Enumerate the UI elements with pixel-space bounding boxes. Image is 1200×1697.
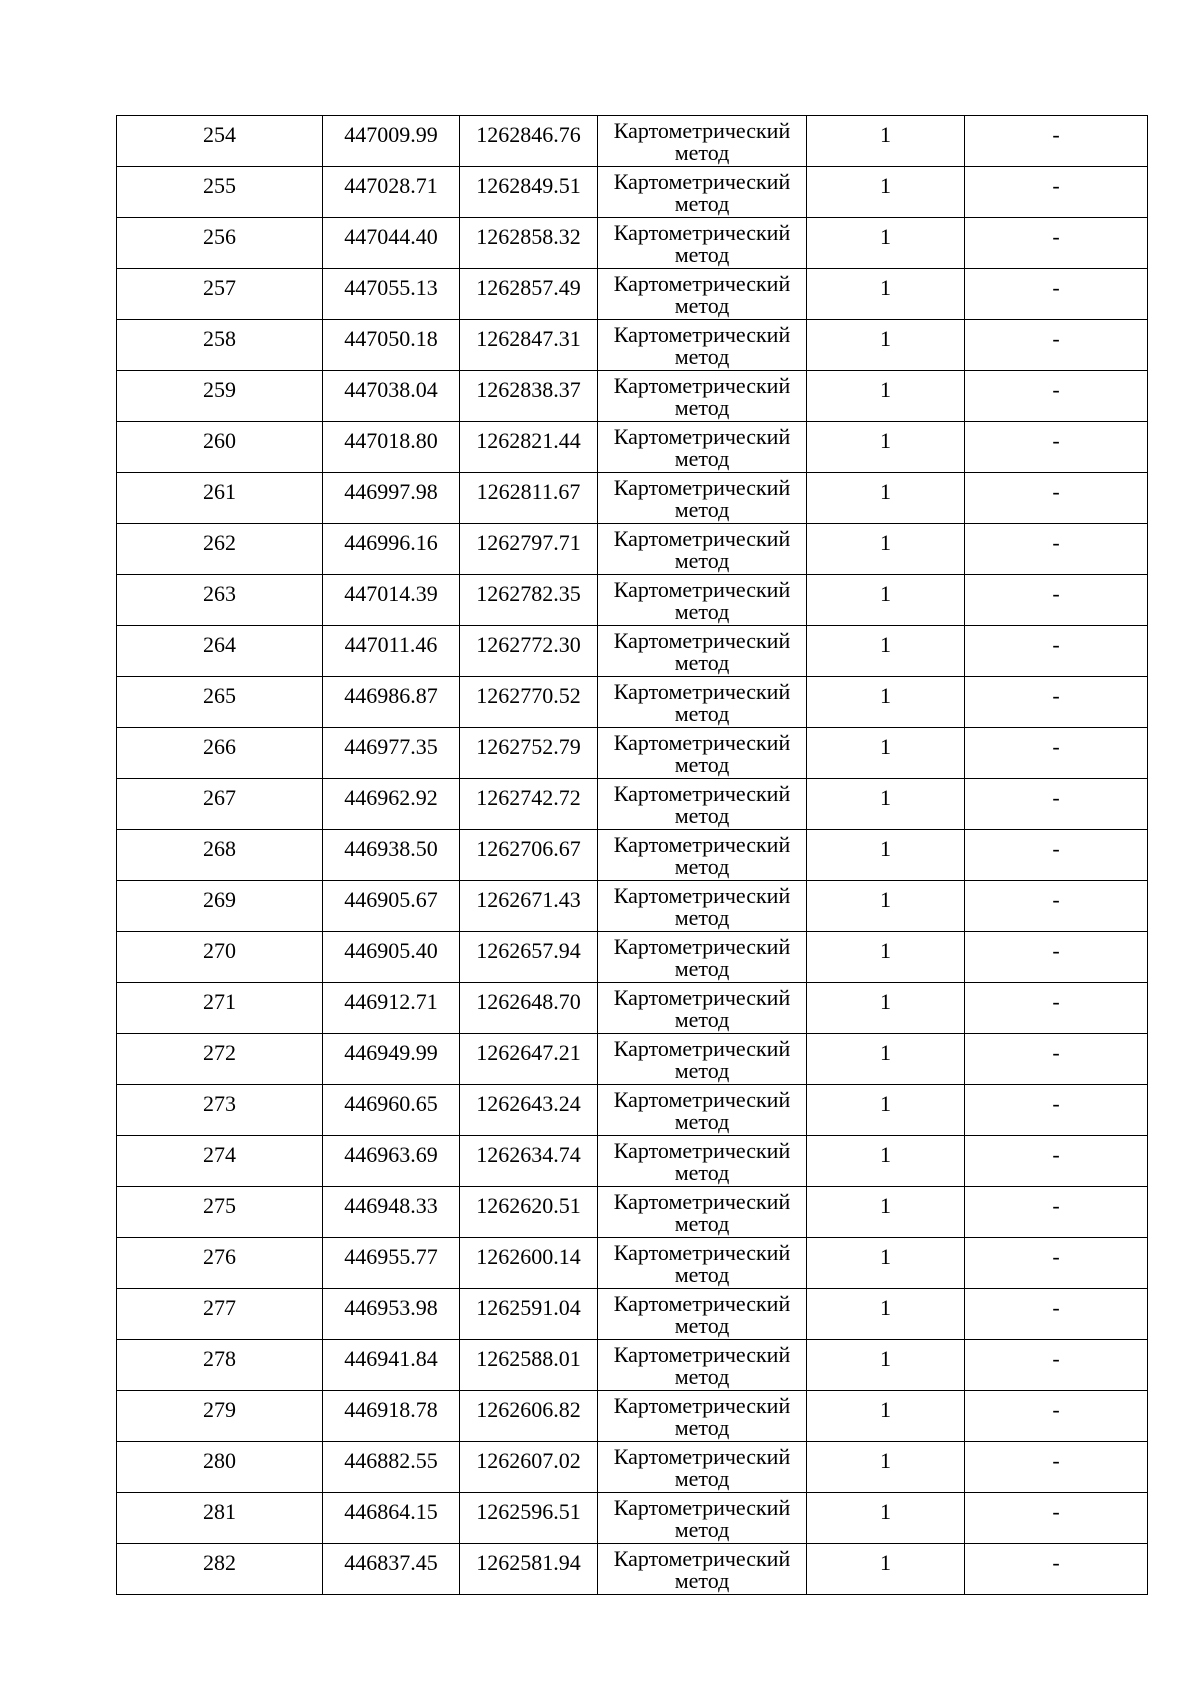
table-row — [117, 1085, 1148, 1136]
description-cell: - — [965, 1289, 1148, 1340]
accuracy-cell: 1 — [807, 1085, 965, 1136]
y-coordinate-cell: 1262620.51 — [460, 1187, 598, 1238]
accuracy-cell: 1 — [807, 269, 965, 320]
method-text: Картометрический метод — [613, 273, 791, 318]
method-cell — [598, 218, 807, 269]
accuracy-cell: 1 — [807, 116, 965, 167]
table-row — [117, 575, 1148, 626]
method-text: Картометрический метод — [613, 375, 791, 420]
y-coordinate-cell: 1262607.02 — [460, 1442, 598, 1493]
method-cell — [598, 1493, 807, 1544]
description-cell: - — [965, 983, 1148, 1034]
description-cell: - — [965, 830, 1148, 881]
table-row — [117, 116, 1148, 167]
method-cell — [598, 167, 807, 218]
accuracy-cell: 1 — [807, 1238, 965, 1289]
accuracy-cell: 1 — [807, 932, 965, 983]
method-text: Картометрический метод — [613, 426, 791, 471]
table-row — [117, 1340, 1148, 1391]
method-cell — [598, 1544, 807, 1595]
description-cell: - — [965, 1493, 1148, 1544]
table-row — [117, 320, 1148, 371]
description-cell: - — [965, 269, 1148, 320]
method-text: Картометрический метод — [613, 579, 791, 624]
table-row — [117, 728, 1148, 779]
point-number-cell: 275 — [117, 1187, 323, 1238]
method-cell — [598, 932, 807, 983]
description-cell: - — [965, 932, 1148, 983]
point-number-cell: 271 — [117, 983, 323, 1034]
x-coordinate-cell: 447044.40 — [323, 218, 460, 269]
accuracy-cell: 1 — [807, 1493, 965, 1544]
x-coordinate-cell: 446941.84 — [323, 1340, 460, 1391]
accuracy-cell: 1 — [807, 320, 965, 371]
y-coordinate-cell: 1262770.52 — [460, 677, 598, 728]
method-text: Картометрический метод — [613, 1497, 791, 1542]
accuracy-cell: 1 — [807, 830, 965, 881]
accuracy-cell: 1 — [807, 1136, 965, 1187]
description-cell: - — [965, 1340, 1148, 1391]
y-coordinate-cell: 1262797.71 — [460, 524, 598, 575]
point-number-cell: 274 — [117, 1136, 323, 1187]
y-coordinate-cell: 1262782.35 — [460, 575, 598, 626]
accuracy-cell: 1 — [807, 626, 965, 677]
method-cell — [598, 728, 807, 779]
method-text: Картометрический метод — [613, 477, 791, 522]
table-row — [117, 473, 1148, 524]
description-cell: - — [965, 1544, 1148, 1595]
method-text: Картометрический метод — [613, 528, 791, 573]
y-coordinate-cell: 1262600.14 — [460, 1238, 598, 1289]
table-row — [117, 524, 1148, 575]
description-cell: - — [965, 677, 1148, 728]
point-number-cell: 280 — [117, 1442, 323, 1493]
point-number-cell: 259 — [117, 371, 323, 422]
method-text: Картометрический метод — [613, 324, 791, 369]
point-number-cell: 266 — [117, 728, 323, 779]
x-coordinate-cell: 446977.35 — [323, 728, 460, 779]
description-cell: - — [965, 473, 1148, 524]
description-cell: - — [965, 626, 1148, 677]
table-row — [117, 1442, 1148, 1493]
method-cell — [598, 1340, 807, 1391]
coordinates-table — [116, 115, 1148, 1595]
method-text: Картометрический метод — [613, 120, 791, 165]
table-row — [117, 167, 1148, 218]
description-cell: - — [965, 881, 1148, 932]
x-coordinate-cell: 447055.13 — [323, 269, 460, 320]
method-cell — [598, 320, 807, 371]
table-row — [117, 677, 1148, 728]
method-text: Картометрический метод — [613, 681, 791, 726]
table-row — [117, 1238, 1148, 1289]
x-coordinate-cell: 446960.65 — [323, 1085, 460, 1136]
accuracy-cell: 1 — [807, 473, 965, 524]
y-coordinate-cell: 1262858.32 — [460, 218, 598, 269]
x-coordinate-cell: 446953.98 — [323, 1289, 460, 1340]
description-cell: - — [965, 1085, 1148, 1136]
x-coordinate-cell: 446882.55 — [323, 1442, 460, 1493]
x-coordinate-cell: 446912.71 — [323, 983, 460, 1034]
description-cell: - — [965, 1391, 1148, 1442]
accuracy-cell: 1 — [807, 575, 965, 626]
point-number-cell: 273 — [117, 1085, 323, 1136]
description-cell: - — [965, 1136, 1148, 1187]
y-coordinate-cell: 1262846.76 — [460, 116, 598, 167]
accuracy-cell: 1 — [807, 218, 965, 269]
x-coordinate-cell: 446955.77 — [323, 1238, 460, 1289]
x-coordinate-cell: 447009.99 — [323, 116, 460, 167]
method-cell — [598, 116, 807, 167]
method-cell — [598, 677, 807, 728]
table-row — [117, 779, 1148, 830]
point-number-cell: 279 — [117, 1391, 323, 1442]
point-number-cell: 267 — [117, 779, 323, 830]
table-row — [117, 1187, 1148, 1238]
description-cell: - — [965, 728, 1148, 779]
description-cell: - — [965, 1442, 1148, 1493]
method-text: Картометрический метод — [613, 987, 791, 1032]
description-cell: - — [965, 167, 1148, 218]
x-coordinate-cell: 446837.45 — [323, 1544, 460, 1595]
method-text: Картометрический метод — [613, 783, 791, 828]
accuracy-cell: 1 — [807, 1187, 965, 1238]
method-cell — [598, 626, 807, 677]
x-coordinate-cell: 447018.80 — [323, 422, 460, 473]
method-text: Картометрический метод — [613, 1089, 791, 1134]
y-coordinate-cell: 1262772.30 — [460, 626, 598, 677]
point-number-cell: 254 — [117, 116, 323, 167]
point-number-cell: 276 — [117, 1238, 323, 1289]
method-cell — [598, 1289, 807, 1340]
accuracy-cell: 1 — [807, 779, 965, 830]
point-number-cell: 258 — [117, 320, 323, 371]
accuracy-cell: 1 — [807, 1391, 965, 1442]
y-coordinate-cell: 1262821.44 — [460, 422, 598, 473]
x-coordinate-cell: 447038.04 — [323, 371, 460, 422]
point-number-cell: 262 — [117, 524, 323, 575]
method-text: Картометрический метод — [613, 1395, 791, 1440]
point-number-cell: 261 — [117, 473, 323, 524]
table-row — [117, 932, 1148, 983]
method-cell — [598, 1187, 807, 1238]
x-coordinate-cell: 446986.87 — [323, 677, 460, 728]
point-number-cell: 277 — [117, 1289, 323, 1340]
coordinates-table-body — [117, 116, 1148, 1595]
table-row — [117, 1391, 1148, 1442]
method-text: Картометрический метод — [613, 1038, 791, 1083]
method-cell — [598, 1391, 807, 1442]
accuracy-cell: 1 — [807, 1289, 965, 1340]
x-coordinate-cell: 446905.67 — [323, 881, 460, 932]
x-coordinate-cell: 446962.92 — [323, 779, 460, 830]
y-coordinate-cell: 1262742.72 — [460, 779, 598, 830]
x-coordinate-cell: 447028.71 — [323, 167, 460, 218]
method-text: Картометрический метод — [613, 1548, 791, 1593]
method-text: Картометрический метод — [613, 171, 791, 216]
y-coordinate-cell: 1262811.67 — [460, 473, 598, 524]
x-coordinate-cell: 446938.50 — [323, 830, 460, 881]
description-cell: - — [965, 779, 1148, 830]
accuracy-cell: 1 — [807, 728, 965, 779]
method-cell — [598, 830, 807, 881]
description-cell: - — [965, 116, 1148, 167]
accuracy-cell: 1 — [807, 371, 965, 422]
accuracy-cell: 1 — [807, 1034, 965, 1085]
x-coordinate-cell: 446864.15 — [323, 1493, 460, 1544]
accuracy-cell: 1 — [807, 524, 965, 575]
method-cell — [598, 371, 807, 422]
description-cell: - — [965, 575, 1148, 626]
y-coordinate-cell: 1262588.01 — [460, 1340, 598, 1391]
method-cell — [598, 473, 807, 524]
y-coordinate-cell: 1262634.74 — [460, 1136, 598, 1187]
accuracy-cell: 1 — [807, 1544, 965, 1595]
method-cell — [598, 524, 807, 575]
x-coordinate-cell: 447014.39 — [323, 575, 460, 626]
point-number-cell: 268 — [117, 830, 323, 881]
table-row — [117, 830, 1148, 881]
table-row — [117, 269, 1148, 320]
method-cell — [598, 269, 807, 320]
point-number-cell: 282 — [117, 1544, 323, 1595]
table-row — [117, 371, 1148, 422]
y-coordinate-cell: 1262596.51 — [460, 1493, 598, 1544]
description-cell: - — [965, 1034, 1148, 1085]
method-cell — [598, 1136, 807, 1187]
y-coordinate-cell: 1262671.43 — [460, 881, 598, 932]
method-text: Картометрический метод — [613, 936, 791, 981]
point-number-cell: 255 — [117, 167, 323, 218]
x-coordinate-cell: 446905.40 — [323, 932, 460, 983]
method-text: Картометрический метод — [613, 1446, 791, 1491]
method-text: Картометрический метод — [613, 630, 791, 675]
method-text: Картометрический метод — [613, 1191, 791, 1236]
method-text: Картометрический метод — [613, 1140, 791, 1185]
accuracy-cell: 1 — [807, 1442, 965, 1493]
accuracy-cell: 1 — [807, 422, 965, 473]
x-coordinate-cell: 447050.18 — [323, 320, 460, 371]
x-coordinate-cell: 446996.16 — [323, 524, 460, 575]
x-coordinate-cell: 447011.46 — [323, 626, 460, 677]
y-coordinate-cell: 1262847.31 — [460, 320, 598, 371]
point-number-cell: 256 — [117, 218, 323, 269]
point-number-cell: 269 — [117, 881, 323, 932]
y-coordinate-cell: 1262849.51 — [460, 167, 598, 218]
table-row — [117, 1136, 1148, 1187]
description-cell: - — [965, 1187, 1148, 1238]
y-coordinate-cell: 1262648.70 — [460, 983, 598, 1034]
y-coordinate-cell: 1262643.24 — [460, 1085, 598, 1136]
method-cell — [598, 983, 807, 1034]
point-number-cell: 260 — [117, 422, 323, 473]
y-coordinate-cell: 1262606.82 — [460, 1391, 598, 1442]
table-row — [117, 881, 1148, 932]
y-coordinate-cell: 1262591.04 — [460, 1289, 598, 1340]
table-row — [117, 983, 1148, 1034]
method-text: Картометрический метод — [613, 885, 791, 930]
method-cell — [598, 1085, 807, 1136]
accuracy-cell: 1 — [807, 983, 965, 1034]
table-row — [117, 1289, 1148, 1340]
point-number-cell: 264 — [117, 626, 323, 677]
method-cell — [598, 422, 807, 473]
method-cell — [598, 779, 807, 830]
x-coordinate-cell: 446949.99 — [323, 1034, 460, 1085]
method-text: Картометрический метод — [613, 1242, 791, 1287]
y-coordinate-cell: 1262838.37 — [460, 371, 598, 422]
description-cell: - — [965, 320, 1148, 371]
table-row — [117, 218, 1148, 269]
y-coordinate-cell: 1262581.94 — [460, 1544, 598, 1595]
point-number-cell: 257 — [117, 269, 323, 320]
accuracy-cell: 1 — [807, 881, 965, 932]
table-row — [117, 1034, 1148, 1085]
point-number-cell: 278 — [117, 1340, 323, 1391]
description-cell: - — [965, 524, 1148, 575]
description-cell: - — [965, 218, 1148, 269]
point-number-cell: 270 — [117, 932, 323, 983]
table-row — [117, 422, 1148, 473]
point-number-cell: 265 — [117, 677, 323, 728]
y-coordinate-cell: 1262657.94 — [460, 932, 598, 983]
x-coordinate-cell: 446918.78 — [323, 1391, 460, 1442]
description-cell: - — [965, 422, 1148, 473]
table-row — [117, 626, 1148, 677]
accuracy-cell: 1 — [807, 167, 965, 218]
point-number-cell: 281 — [117, 1493, 323, 1544]
accuracy-cell: 1 — [807, 1340, 965, 1391]
x-coordinate-cell: 446948.33 — [323, 1187, 460, 1238]
table-row — [117, 1493, 1148, 1544]
method-text: Картометрический метод — [613, 732, 791, 777]
point-number-cell: 272 — [117, 1034, 323, 1085]
method-text: Картометрический метод — [613, 834, 791, 879]
y-coordinate-cell: 1262647.21 — [460, 1034, 598, 1085]
method-cell — [598, 1034, 807, 1085]
point-number-cell: 263 — [117, 575, 323, 626]
method-text: Картометрический метод — [613, 1344, 791, 1389]
y-coordinate-cell: 1262857.49 — [460, 269, 598, 320]
method-cell — [598, 1442, 807, 1493]
x-coordinate-cell: 446997.98 — [323, 473, 460, 524]
y-coordinate-cell: 1262706.67 — [460, 830, 598, 881]
description-cell: - — [965, 1238, 1148, 1289]
accuracy-cell: 1 — [807, 677, 965, 728]
method-text: Картометрический метод — [613, 222, 791, 267]
description-cell: - — [965, 371, 1148, 422]
method-cell — [598, 1238, 807, 1289]
y-coordinate-cell: 1262752.79 — [460, 728, 598, 779]
method-text: Картометрический метод — [613, 1293, 791, 1338]
table-row — [117, 1544, 1148, 1595]
method-cell — [598, 881, 807, 932]
x-coordinate-cell: 446963.69 — [323, 1136, 460, 1187]
method-cell — [598, 575, 807, 626]
